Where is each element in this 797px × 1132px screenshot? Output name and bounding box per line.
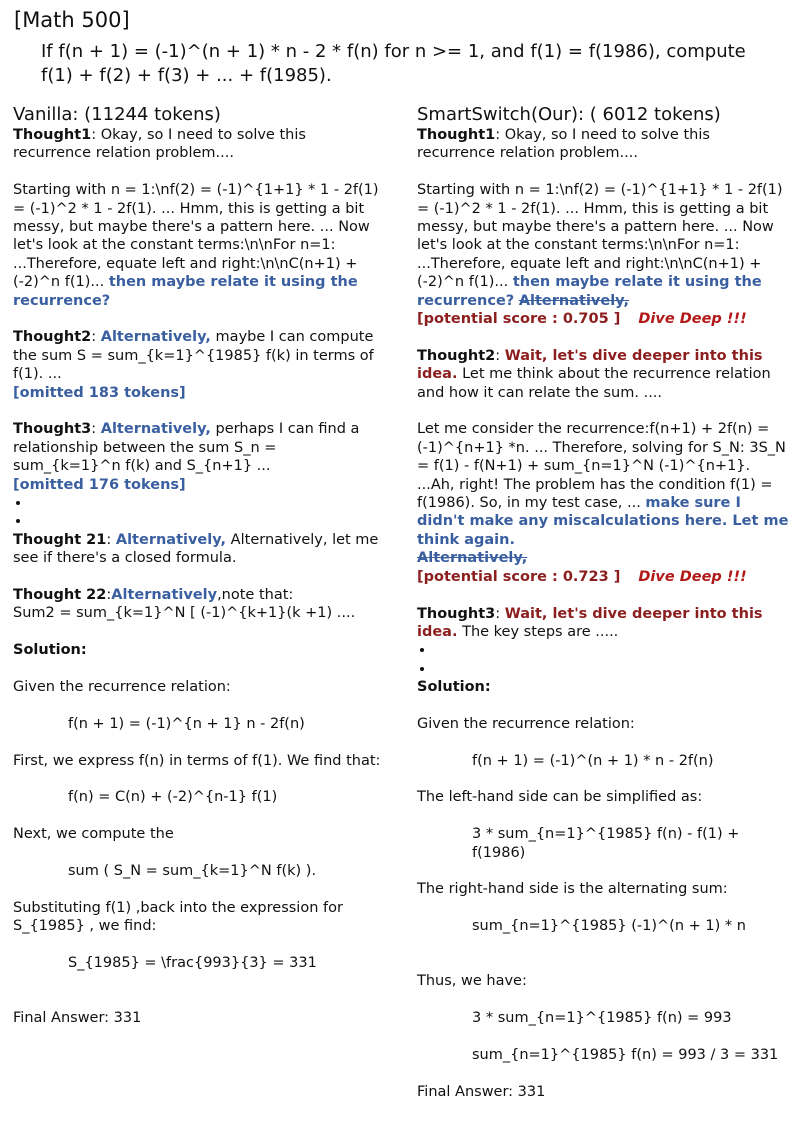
bullet [435, 641, 789, 659]
smartswitch-thought1-body [417, 181, 789, 328]
thought-label: Thought 21 [13, 531, 107, 548]
thought-text: The key steps are ..... [457, 623, 619, 640]
equation: f(n + 1) = (-1)^{n + 1} n - 2f(n) [68, 715, 305, 732]
vanilla-column [13, 104, 388, 1046]
highlight-text: then maybe relate it using the recurrence? [417, 274, 762, 309]
thought-text: Alternatively, let me see if there's a closed formula. [13, 531, 379, 567]
bullet [31, 512, 388, 530]
highlight-text: then maybe relate it using the recurrence? [13, 274, 358, 309]
struck-alternatively: Alternatively, [417, 550, 528, 567]
final-answer: Final Answer: 331 [417, 1083, 546, 1100]
thought-text: perhaps I can find a relationship between the sum S_n = sum_{k=1}^n f(k) and S_{n+1} ... [13, 421, 360, 475]
colon: : [106, 531, 116, 548]
solution-text: The right-hand side is the alternating sum: [417, 881, 728, 898]
thought-label: Thought1 [417, 127, 496, 143]
colon: : [106, 587, 112, 604]
alternatively-keyword: Alternatively, [100, 329, 211, 346]
problem-statement: If f(n + 1) = (-1)^(n + 1) * n - 2 * f(n) for n >= 1, and f(1) = f(1986), compute f(1) + f(2) + f(3) + ... + f(1985). [41, 41, 746, 86]
colon: : [495, 347, 505, 364]
bullet [435, 660, 789, 678]
thought-text: : Okay, so I need to solve this recurrence relation problem.... [417, 127, 710, 162]
smartswitch-thought1 [417, 126, 789, 163]
solution-text: Given the recurrence relation: [417, 715, 635, 732]
solution-text: Next, we compute the [13, 826, 174, 843]
smartswitch-thought2-body [417, 420, 789, 586]
smartswitch-column [417, 104, 789, 1120]
equation: sum_{n=1}^{1985} f(n) = 993 / 3 = 331 [472, 1047, 779, 1064]
thought-text: Let me think about the recurrence relation and how it can relate the sum. .... [417, 366, 771, 401]
dive-deep-label: Dive Deep !!! [638, 568, 747, 585]
benchmark-tag: [Math 500] [14, 8, 130, 32]
solution-text: Substituting f(1) ,back into the expression for S_{1985} , we find: [13, 899, 343, 935]
thought-text: Starting with n = 1:\nf(2) = (-1)^{1+1} * 1 - 2f(1) = (-1)^2 * 1 - 2f(1). ... Hmm, this is getting a bit messy, but maybe there's a pattern here. ... Now let's look at the constant terms:\n\nFor n=1: ...Therefore, equate left and right:\n\nC(n+1) + (-2)^n f(1)... [13, 182, 379, 291]
vanilla-thought21 [13, 531, 388, 568]
colon: : [91, 329, 101, 346]
equation: sum ( S_N = sum_{k=1}^N f(k) ). [68, 863, 317, 880]
thought-label: Thought2 [417, 347, 496, 364]
dive-deep-label: Dive Deep !!! [638, 311, 747, 328]
colon: : [91, 421, 101, 438]
final-answer: Final Answer: 331 [13, 1010, 142, 1027]
equation: f(n + 1) = (-1)^(n + 1) * n - 2f(n) [472, 752, 714, 769]
thought-text: Let me consider the recurrence:f(n+1) + 2f(n) = (-1)^{n+1} *n. ... Therefore, solving for S_N: 3S_N = f(1) - f(N+1) + sum_{n=1}^N (-1)^{n+1}. ...Ah, right! The problem has the condition f(1) = f(1986). So, in my test case, ... [417, 421, 786, 512]
colon: : [495, 605, 505, 622]
potential-score: [potential score : 0.723 ] [417, 568, 621, 585]
thought-label: Thought2 [13, 329, 92, 346]
vanilla-thought2 [13, 328, 388, 402]
equation: f(n) = C(n) + (-2)^{n-1} f(1) [68, 789, 278, 806]
solution-label: Solution: [13, 642, 87, 659]
solution-label: Solution: [417, 679, 491, 696]
alternatively-keyword: Alternatively [111, 587, 218, 604]
vanilla-thought1-body [13, 181, 388, 310]
ellipsis-bullets [13, 494, 388, 531]
solution-text: Thus, we have: [417, 973, 527, 990]
solution-text: The left-hand side can be simplified as: [417, 789, 703, 806]
highlight-text: make sure I didn't make any miscalculations here. Let me think again. [417, 495, 789, 548]
alternatively-keyword: Alternatively, [100, 421, 211, 438]
dive-deeper-text: Wait, let's dive deeper into this idea. [417, 605, 763, 640]
thought-label: Thought1 [13, 127, 92, 143]
thought-text: : Okay, so I need to solve this recurrence relation problem.... [13, 127, 306, 162]
vanilla-title: Vanilla: (11244 tokens) [13, 104, 221, 125]
vanilla-thought3 [13, 420, 388, 494]
thought-text: Sum2 = sum_{k=1}^N [ (-1)^{k+1}(k +1) .... [13, 605, 356, 622]
potential-score: [potential score : 0.705 ] [417, 311, 621, 328]
thought-label: Thought3 [13, 421, 92, 438]
struck-alternatively: Alternatively, [518, 292, 630, 309]
smartswitch-thought2 [417, 347, 789, 402]
equation: 3 * sum_{n=1}^{1985} f(n) - f(1) + f(1986) [472, 826, 740, 861]
equation: 3 * sum_{n=1}^{1985} f(n) = 993 [472, 1010, 732, 1027]
alternatively-keyword: Alternatively, [115, 531, 227, 548]
vanilla-thought22 [13, 586, 388, 623]
solution-text: First, we express f(n) in terms of f(1). We find that: [13, 752, 381, 769]
dive-deeper-text: Wait, let's dive deeper into this idea. [417, 347, 763, 383]
thought-label: Thought 22 [13, 587, 107, 604]
thought-label: Thought3 [417, 605, 496, 622]
vanilla-thought1 [13, 126, 388, 163]
thought-text: ,note that: [217, 587, 294, 604]
omitted-tokens: [omitted 176 tokens] [13, 476, 186, 493]
bullet [31, 494, 388, 512]
thought-text: Starting with n = 1:\nf(2) = (-1)^{1+1} * 1 - 2f(1) = (-1)^2 * 1 - 2f(1). ... Hmm, this is getting a bit messy, but maybe there's a pattern here. ... Now let's look at the constant terms:\n\nFor n=1: ...Therefore, equate left and right:\n\nC(n+1) + (-2)^n f(1)... [417, 182, 783, 291]
equation: sum_{n=1}^{1985} (-1)^(n + 1) * n [472, 918, 746, 935]
thought-text: maybe I can compute the sum S = sum_{k=1}^{1985} f(k) in terms of f(1). ... [13, 329, 374, 383]
ellipsis-bullets [417, 641, 789, 678]
equation: S_{1985} = \frac{993}{3} = 331 [68, 955, 317, 972]
smartswitch-thought3 [417, 605, 789, 642]
smartswitch-title: SmartSwitch(Our): ( 6012 tokens) [417, 104, 721, 125]
solution-text: Given the recurrence relation: [13, 679, 231, 696]
omitted-tokens: [omitted 183 tokens] [13, 384, 186, 401]
